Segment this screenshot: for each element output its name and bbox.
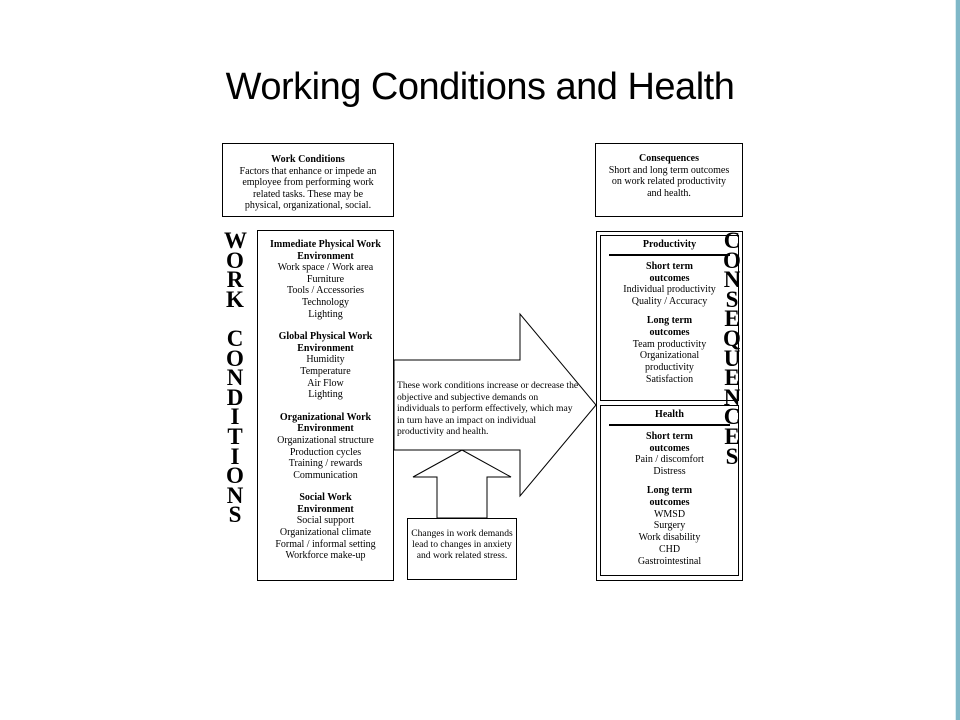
vertical-letter: Q [723,325,741,351]
outcome-item: Team productivity [632,338,707,350]
vertical-letter: D [226,384,244,410]
vertical-letter: E [724,365,740,391]
work-environment-title: Immediate Physical Work Environment [270,239,381,262]
outcome-item: Individual productivity [623,284,716,296]
vertical-letter: C [226,325,244,351]
work-environment-item: Organizational structure [277,434,374,446]
work-environment-item: Technology [301,296,350,308]
work-environment-title: Global Physical Work Environment [278,331,373,354]
productivity-long-term-list [601,339,738,386]
work-environment-item: Workforce make-up [285,550,366,562]
productivity-title: Productivity [609,239,730,256]
productivity-long-term-title: Long term outcomes [646,314,693,338]
consequences-header-text: Short and long term outcomes on work related productivity and health. [608,164,730,199]
vertical-letter: N [226,482,244,508]
outcome-item: Organizational productivity [639,350,700,374]
vertical-letter: N [723,267,741,293]
vertical-letter: U [723,345,741,371]
vertical-letter: K [226,286,244,312]
work-environment-item: Training / rewards [288,458,363,470]
vertical-letter: O [723,247,741,273]
vertical-letter: S [725,443,739,469]
vertical-letter: T [227,423,243,449]
productivity-short-term-list [601,284,738,308]
vertical-letter: O [226,247,244,273]
vertical-letter: I [230,404,240,430]
outcome-item: Distress [653,466,686,478]
big-arrow-text: These work conditions increase or decrease the objective and subjective demands on individuals to perform effectively, which may in turn have an impact on individual productivity and health. [397,380,579,438]
work-environment-item: Communication [293,469,358,481]
vertical-letter: O [226,463,244,489]
work-environment-item: Production cycles [289,446,362,458]
work-environment-title: Social Work Environment [297,492,354,515]
outcome-item: Surgery [653,520,686,532]
vertical-letter: E [724,423,740,449]
work-environment-item: Furniture [306,273,345,285]
vertical-letter: O [226,345,244,371]
vertical-letter: S [228,502,242,528]
small-up-arrow [413,450,511,518]
work-environment-title: Organizational Work Environment [279,411,372,435]
outcome-item: Pain / discomfort [635,454,704,466]
outcome-item: WMSD [653,508,686,520]
health-long-term-title: Long term outcomes [646,484,693,508]
health-long-term-list [601,509,738,568]
work-environment-item: Tools / Accessories [286,285,365,297]
work-environment-item: Air Flow [307,377,344,389]
productivity-short-term-title: Short term outcomes [646,260,693,284]
slide-title: Working Conditions and Health [225,66,735,108]
stress-box [407,518,517,580]
work-environment-item: Temperature [300,365,351,377]
outcome-item: CHD [658,543,681,555]
consequences-header-title: Consequences [638,153,699,164]
work-conditions-header-title: Work Conditions [271,154,345,165]
health-short-term-title: Short term outcomes [646,430,693,454]
vertical-letter: S [725,286,739,312]
outcome-item: Satisfaction [645,373,694,385]
work-environment-item: Work space / Work area [277,262,374,274]
vertical-letter: R [226,267,244,293]
productivity-box [600,235,739,401]
vertical-letter: W [224,228,247,253]
health-short-term-list [601,454,738,478]
outcome-item: Quality / Accuracy [631,296,708,308]
work-environment-item: Organizational climate [279,527,372,539]
vertical-letter: N [723,384,741,410]
work-environment-item: Formal / informal setting [275,538,376,550]
vertical-letter: E [724,306,740,332]
health-box [600,405,739,576]
vertical-letter: N [226,365,244,391]
work-environment-item: Lighting [308,389,343,401]
work-environment-item: Humidity [306,354,345,366]
outcome-item: Gastrointestinal [637,555,702,567]
stress-box-text: Changes in work demands lead to changes in anxiety and work related stress. [411,528,513,562]
outcome-item: Work disability [638,532,701,544]
work-conditions-header-text: Factors that enhance or impede an employee from performing work related tasks. These may be physical, organizational, social. [239,165,377,212]
health-title: Health [609,409,730,426]
vertical-letter: C [723,404,741,430]
work-environment-item: Lighting [308,308,343,320]
work-environment-item: Social support [296,515,355,527]
vertical-letter: C [723,228,741,253]
vertical-letter: I [230,443,240,469]
